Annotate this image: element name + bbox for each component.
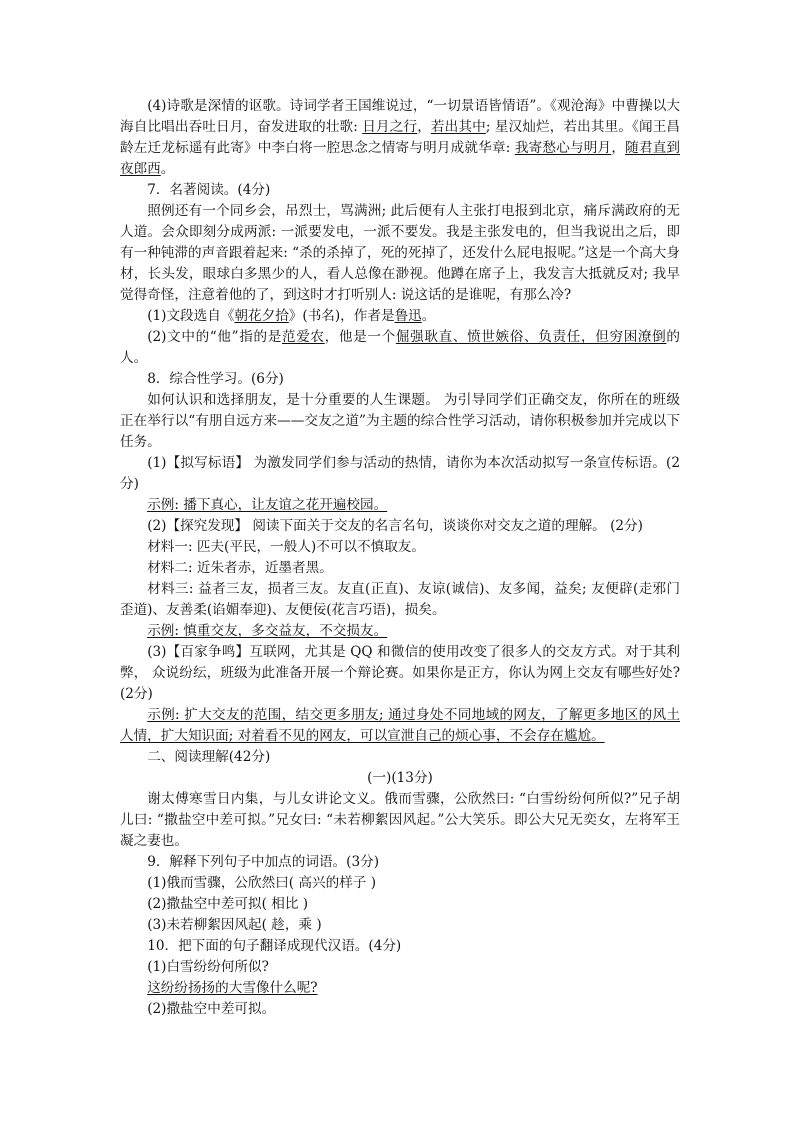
q7-passage: 照例还有一个同乡会，吊烈士，骂满洲; 此后便有人主张打电报到北京，痛斥满政府的无人道。会众即刻分成两派: 一派要发电，一派不要发。我是主张发电的，但当我说出之后，即有一种钝滞的声音跟着起来: “杀的杀掉了，死的死掉了，还发什么屁电报呢。”这是一个高大身材，长头发，眼球白多黑少的人，看人总像在渺视。他蹲在席子上，我发言大抵就反对; 我早觉得奇怪，注意着他的了，到这时才打听别人: 说这话的是谁呢，有那么冷? xyxy=(120,203,680,303)
q6-text-e: 。 xyxy=(160,161,175,177)
q7-subquestion-2 xyxy=(120,327,680,369)
q7-s2-answer-trait: 倔强耿直、愤世嫉俗、负责任，但穷困潦倒 xyxy=(395,329,667,345)
q8-title: 8．综合性学习。(6分) xyxy=(147,371,284,387)
q10-title: 10．把下面的句子翻译成现代汉语。(4分) xyxy=(147,938,402,954)
q10-item-2: (2)撒盐空中差可拟。 xyxy=(147,1001,276,1017)
q10-answer-1 xyxy=(120,978,680,999)
q6-text-d: ， xyxy=(611,140,626,156)
q7-s2-text-a: (2)文中的“他”指的是 xyxy=(147,329,282,345)
q6-answer-1: 日月之行 xyxy=(362,119,418,135)
section-2-subtitle: (一)(13分) xyxy=(367,770,433,786)
q7-s2-text-b: ，他是一个 xyxy=(324,329,396,345)
q9-item-1: (1)俄而雪骤，公欣然曰( 高兴的样子 ) xyxy=(147,875,377,891)
q7-subquestion-1 xyxy=(120,306,680,327)
q8-material-1: 材料一: 匹夫(平民，一般人)不可以不慎取友。 xyxy=(147,539,425,555)
q6-text-c: ; 星汉灿烂，若出其里。《闻王昌龄左迁龙标遥有此寄》中李白将一腔思念之情寄与明月成就华章: xyxy=(120,119,681,156)
q8-task-2: (2)【探究发现】 阅读下面关于交友的名言名句，谈谈你对交友之道的理解。 (2分) xyxy=(147,518,643,534)
q8-task-3: (3)【百家争鸣】互联网，尤其是 QQ 和微信的使用改变了很多人的交友方式。对于其利弊， 众说纷纭，班级为此准备开展一个辩论赛。如果你是正方，你认为网上交友有哪些好处? (2分) xyxy=(120,644,680,702)
q8-material-3: 材料三: 益者三友，损者三友。友直(正直)、友谅(诚信)、友多闻，益矣; 友便辟(走邪门歪道)、友善柔(谄媚奉迎)、友便佞(花言巧语)，损矣。 xyxy=(120,581,680,618)
q7-s2-text-c: 的人。 xyxy=(120,329,681,366)
q10-item-1: (1)白雪纷纷何所似? xyxy=(147,959,269,975)
q7-s1-text-a: (1)文段选自《 xyxy=(147,308,235,324)
exam-page xyxy=(120,96,680,1020)
q8-material-2: 材料二: 近朱者赤，近墨者黑。 xyxy=(147,560,333,576)
q8-answer-1-text: 示例: 播下真心，让友谊之花开遍校园。 xyxy=(147,497,388,513)
q6-text-a: (4)诗歌是深情的讴歌。诗词学者王国维说过，“一切景语皆情语”。《观沧海》中曹操以大海自比唱出吞吐日月，奋发进取的壮歌: xyxy=(120,98,680,135)
q6-poetry-paragraph xyxy=(120,96,680,180)
q7-s1-answer-author: 鲁迅 xyxy=(394,308,422,324)
q6-text-b: ， xyxy=(417,119,431,135)
q8-answer-3-text: 示例: 扩大交友的范围，结交更多朋友; 通过身处不同地域的网友，了解更多地区的风土人情，扩大知识面; 对着看不见的网友，可以宣泄自己的烦心事，不会存在尴尬。 xyxy=(120,707,680,744)
q6-answer-2: 若出其中 xyxy=(430,119,486,135)
q7-s1-answer-book: 朝花夕拾 xyxy=(234,308,289,324)
section-2-title: 二、阅读理解(42分) xyxy=(147,749,271,765)
q7-s2-answer-name: 范爱农 xyxy=(281,329,325,345)
q9-title: 9．解释下列句子中加点的词语。(3分) xyxy=(147,854,379,870)
q8-task-1: (1)【拟写标语】 为激发同学们参与活动的热情，请你为本次活动拟写一条宣传标语。(2分) xyxy=(120,455,680,492)
q8-answer-1 xyxy=(120,495,680,516)
q8-answer-2 xyxy=(120,621,680,642)
q8-intro: 如何认识和选择朋友，是十分重要的人生课题。 为引导同学们正确交友，你所在的班级正在举行以“有朋自远方来——交友之道”为主题的综合性学习活动，请你积极参加并完成以下任务。 xyxy=(120,392,680,450)
q7-s1-text-c: 。 xyxy=(421,308,436,324)
q6-answer-3: 我寄愁心与明月 xyxy=(514,140,612,156)
q7-title: 7．名著阅读。(4分) xyxy=(147,182,271,198)
q8-answer-3 xyxy=(120,705,680,747)
q9-item-3: (3)未若柳絮因风起( 趁，乘 ) xyxy=(147,917,322,933)
q8-answer-2-text: 示例: 慎重交友，多交益友，不交损友。 xyxy=(147,623,388,639)
q6-answer-4: 随君直到夜郎西 xyxy=(120,140,681,177)
section-2-passage: 谢太傅寒雪日内集，与儿女讲论文义。俄而雪骤，公欣然曰: “白雪纷纷何所似?”兄子胡儿曰: “撒盐空中差可拟。”兄女曰: “未若柳絮因风起。”公大笑乐。即公大兄无奕女，左将军王凝之妻也。 xyxy=(120,791,680,849)
q10-answer-1-text: 这纷纷扬扬的大雪像什么呢? xyxy=(147,980,318,996)
q9-item-2: (2)撒盐空中差可拟( 相比 ) xyxy=(147,896,309,912)
q7-s1-text-b: 》(书名)，作者是 xyxy=(288,308,395,324)
